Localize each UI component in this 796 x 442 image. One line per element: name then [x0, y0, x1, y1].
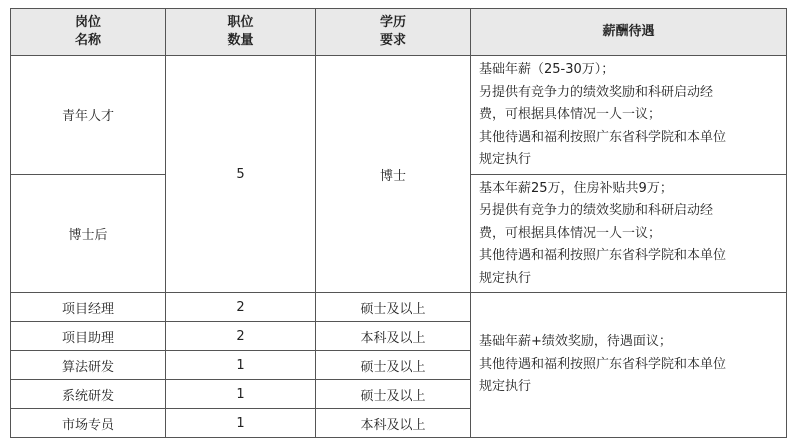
position-education: 本科及以上 — [316, 409, 471, 438]
position-name: 项目助理 — [11, 322, 166, 351]
merged-count: 5 — [166, 56, 316, 293]
salary-youth — [471, 56, 787, 175]
salary-line: 规定执行 — [479, 379, 532, 395]
position-name: 系统研发 — [11, 380, 166, 409]
table-row — [11, 293, 787, 322]
position-education: 硕士及以上 — [316, 380, 471, 409]
salary-line: 基本年薪25万，住房补贴共9万； — [479, 180, 673, 196]
position-count: 2 — [166, 293, 316, 322]
header-position — [11, 9, 166, 56]
salary-line: 费，可根据具体情况一人一议； — [479, 225, 662, 241]
recruitment-table — [10, 8, 787, 438]
merged-education: 博士 — [316, 56, 471, 293]
salary-postdoc — [471, 174, 787, 293]
header-education — [316, 9, 471, 56]
position-education: 硕士及以上 — [316, 293, 471, 322]
salary-line: 基础年薪（25-30万）； — [479, 62, 615, 77]
salary-others — [471, 293, 787, 438]
position-name: 算法研发 — [11, 351, 166, 380]
header-position-line2: 名称 — [74, 33, 101, 48]
header-count-line2: 数量 — [227, 33, 254, 48]
header-position-line1: 岗位 — [74, 15, 101, 30]
position-count: 2 — [166, 322, 316, 351]
salary-line: 另提供有竞争力的绩效奖励和科研启动经 — [479, 203, 714, 218]
header-row — [11, 9, 787, 56]
salary-line: 规定执行 — [479, 152, 532, 167]
header-count-line1: 职位 — [227, 15, 254, 30]
salary-line: 规定执行 — [479, 270, 532, 286]
position-name: 项目经理 — [11, 293, 166, 322]
header-salary: 薪酬待遇 — [471, 9, 787, 56]
position-count: 1 — [166, 380, 316, 409]
salary-line: 其他待遇和福利按照广东省科学院和本单位 — [479, 356, 727, 372]
salary-line: 另提供有竞争力的绩效奖励和科研启动经 — [479, 84, 714, 100]
position-count: 1 — [166, 409, 316, 438]
table-row — [11, 56, 787, 175]
salary-line: 基础年薪+绩效奖励，待遇面议； — [479, 334, 672, 350]
position-count: 1 — [166, 351, 316, 380]
position-name: 博士后 — [11, 174, 166, 293]
header-count — [166, 9, 316, 56]
header-education-line2: 要求 — [379, 33, 406, 48]
salary-line: 费，可根据具体情况一人一议； — [479, 107, 662, 122]
position-education: 本科及以上 — [316, 322, 471, 351]
position-education: 硕士及以上 — [316, 351, 471, 380]
position-name: 青年人才 — [11, 56, 166, 175]
header-education-line1: 学历 — [379, 15, 406, 30]
salary-line: 其他待遇和福利按照广东省科学院和本单位 — [479, 248, 727, 263]
salary-line: 其他待遇和福利按照广东省科学院和本单位 — [479, 129, 727, 145]
position-name: 市场专员 — [11, 409, 166, 438]
